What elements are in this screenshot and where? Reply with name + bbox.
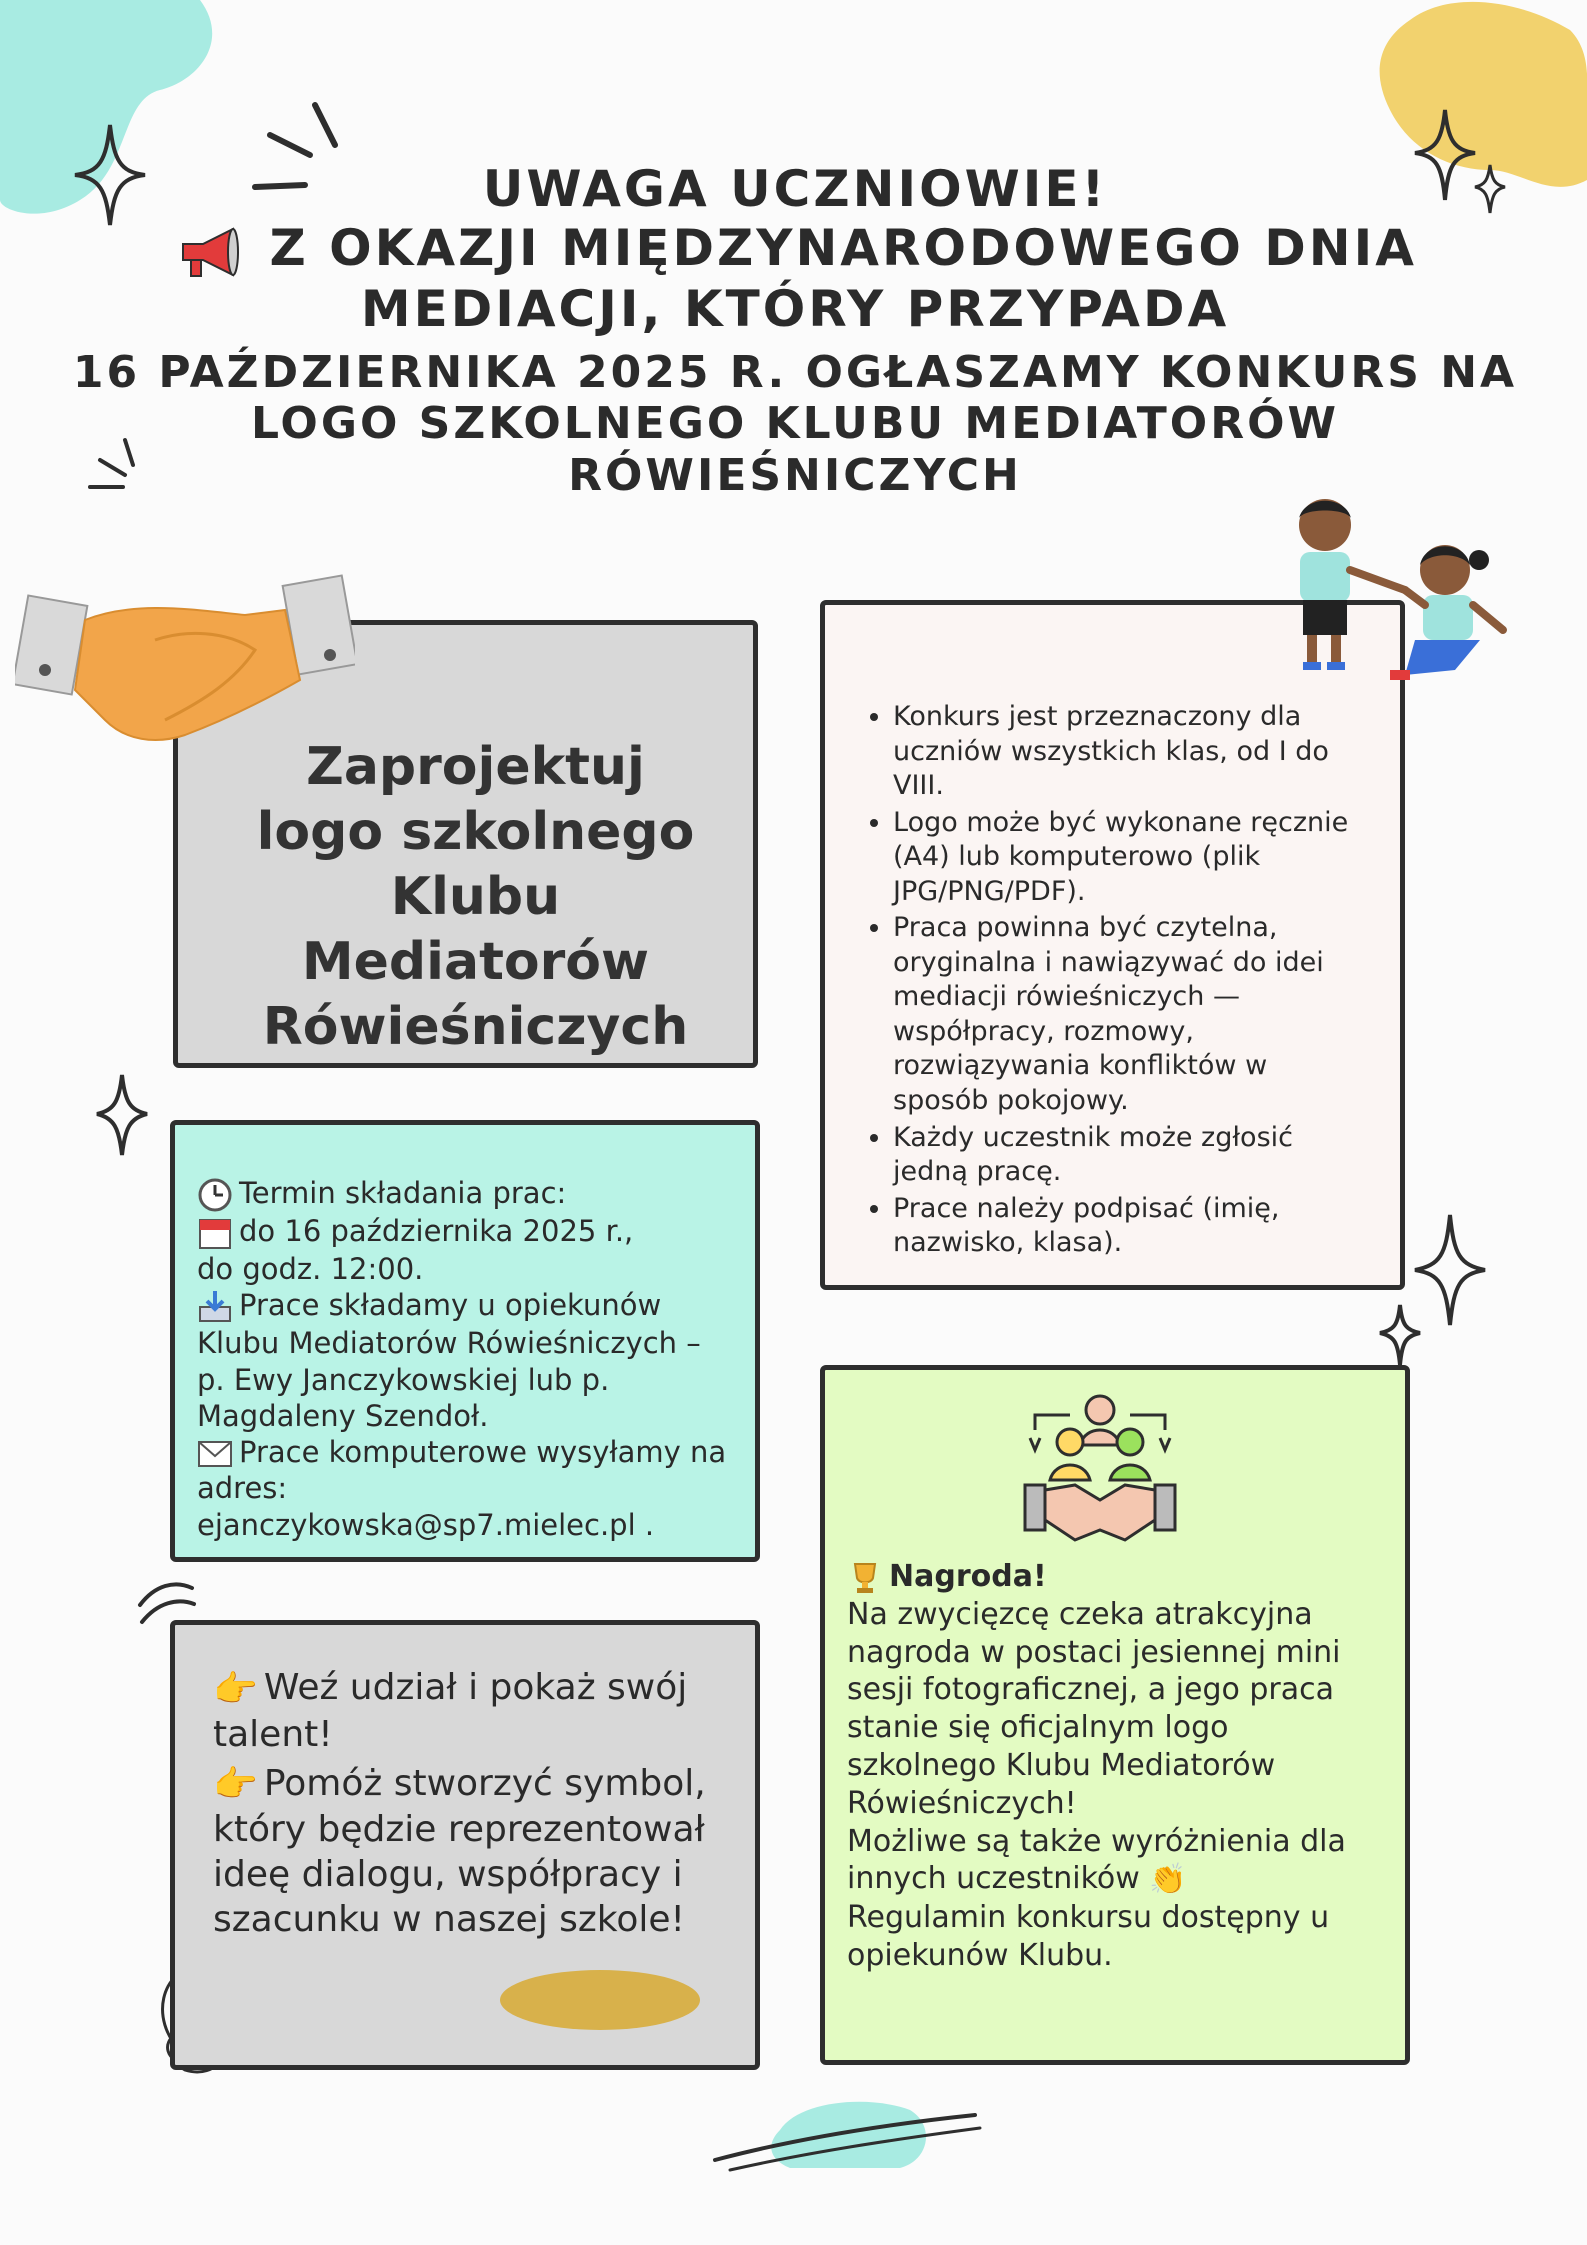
prize-body: Na zwycięzcę czeka atrakcyjna nagroda w postaci jesiennej mini sesji fotograficznej, a jego praca stanie się oficjalnym logo szkolnego Klubu Mediatorów Rówieśniczych!: [847, 1596, 1341, 1821]
deadline-time: do godz. 12:00.: [197, 1252, 424, 1286]
cta-line-2: [213, 1761, 725, 1943]
headline-date: 16 PAŹDZIERNIKA 2025 R. OGŁASZAMY KONKURS NA: [72, 346, 1518, 398]
call-to-action: [213, 1665, 725, 1946]
email-address[interactable]: ejanczykowska@sp7.mielec.pl .: [197, 1507, 655, 1542]
headline-mediation-day: MEDIACJI, KTÓRY PRZYPADA: [360, 279, 1230, 338]
gold-blob: [495, 1965, 705, 2035]
prize-title: Nagroda!: [889, 1559, 1047, 1594]
rule-item: • Każdy uczestnik może zgłosić jedną pracę.: [893, 1121, 1370, 1190]
deadline-date-line: [197, 1213, 735, 1251]
design-logo-text: Zaprojektuj logo szkolnego Klubu Mediatorów Rówieśniczych: [256, 737, 695, 1057]
rules-list: [865, 700, 1370, 1263]
submission-info-box: [170, 1120, 760, 1562]
cta-text-2: Pomóż stworzyć symbol, który będzie reprezentował ideę dialogu, współpracy i szacunku w naszej szkole!: [213, 1762, 706, 1940]
announcement-header: [60, 160, 1530, 502]
calendar-icon: [197, 1215, 233, 1251]
pointing-hand-icon: 👉: [213, 1764, 258, 1805]
rule-item: • Logo może być wykonane ręcznie (A4) lub komputerowo (plik JPG/PNG/PDF).: [893, 806, 1370, 910]
rule-item: • Prace należy podpisać (imię, nazwisko, klasa).: [893, 1192, 1370, 1261]
submission-info: [197, 1175, 735, 1543]
team-handshake-icon: [1015, 1390, 1185, 1560]
deadline-label: Termin składania prac:: [239, 1176, 567, 1210]
pointing-hand-icon: 👉: [213, 1668, 258, 1710]
prize-extra: Możliwe są także wyróżnienia dla innych uczestników: [847, 1823, 1346, 1897]
cta-text-1: Weź udział i pokaż swój talent!: [213, 1667, 688, 1755]
clock-icon: [197, 1177, 233, 1213]
headline-contest: LOGO SZKOLNEGO KLUBU MEDIATORÓW RÓWIEŚNICZYCH: [250, 398, 1340, 502]
rule-item: • Konkurs jest przeznaczony dla uczniów wszystkich klas, od I do VIII.: [893, 700, 1370, 804]
cta-line-1: [213, 1665, 725, 1757]
email-label: Prace komputerowe wysyłamy na adres:: [197, 1435, 727, 1506]
trophy-icon: [847, 1560, 883, 1596]
envelope-icon: [197, 1439, 233, 1469]
headline-occasion-text: Z OKAZJI MIĘDZYNARODOWEGO DNIA: [269, 219, 1417, 277]
prize-title-line: [847, 1558, 1387, 1596]
submit-line: [197, 1287, 735, 1434]
sparkle-left-icon: [92, 1070, 152, 1160]
headline-attention: UWAGA UCZNIOWIE!: [482, 160, 1108, 218]
handshake-icon: [15, 570, 355, 770]
deadline-label-line: [197, 1175, 735, 1213]
headline-occasion: [60, 219, 1530, 280]
children-shaking-hands-illustration: [1265, 490, 1525, 710]
submit-text: Prace składamy u opiekunów Klubu Mediatorów Rówieśniczych – p. Ewy Janczykowskiej lub p. Magdaleny Szendoł.: [197, 1288, 701, 1433]
deadline-date: do 16 października 2025 r.,: [239, 1214, 634, 1248]
prize-extra-line: [847, 1823, 1387, 1899]
megaphone-icon: [173, 224, 243, 280]
email-line: [197, 1434, 735, 1507]
prize-regulation: Regulamin konkursu dostępny u opiekunów Klubu.: [847, 1899, 1330, 1973]
prize-info: [847, 1558, 1387, 1974]
brush-stroke-icon: [710, 2100, 990, 2180]
inbox-tray-icon: [197, 1289, 233, 1325]
rule-item: • Praca powinna być czytelna, oryginalna i nawiązywać do idei mediacji rówieśniczych — współpracy, rozmowy, rozwiązywania konfliktów w sposób pokojowy.: [893, 911, 1370, 1118]
prize-box: [820, 1365, 1410, 2065]
clapping-hands-icon: 👏: [1149, 1861, 1187, 1897]
